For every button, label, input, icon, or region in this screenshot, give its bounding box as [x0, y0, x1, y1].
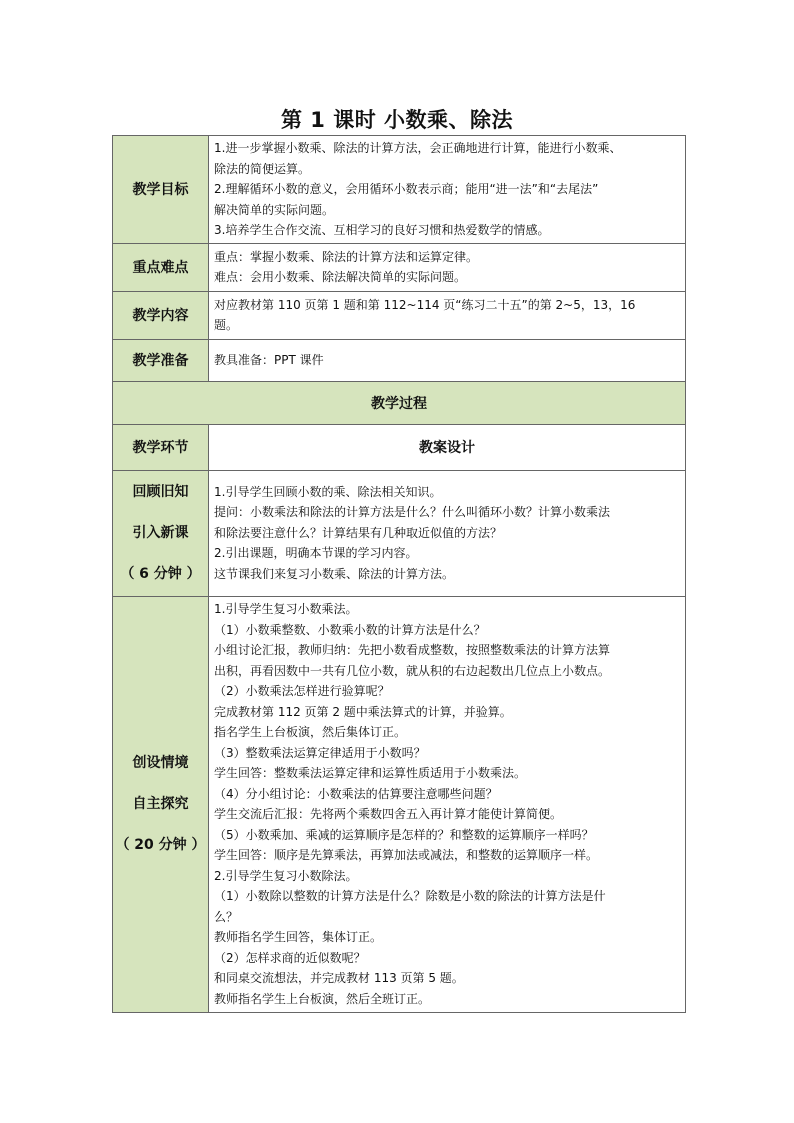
- row-column-headers: [113, 424, 686, 470]
- stage-line: 出积，再看因数中一共有几位小数，就从积的右边起数出几位点上小数点。: [214, 663, 611, 678]
- label-prep: 教学准备: [113, 339, 209, 381]
- row-keypoints: [113, 243, 686, 291]
- stage-1-content: [209, 470, 686, 596]
- stage-line: 和同桌交流想法，并完成教材 113 页第 5 题。: [214, 971, 464, 985]
- stage-name-line: （ 20 分钟 ）: [115, 836, 206, 853]
- label-goals: 教学目标: [113, 136, 209, 244]
- stage-line: 学生回答：顺序是先算乘法，再算加法或减法，和整数的运算顺序一样。: [214, 848, 599, 862]
- stage-line: 完成教材第 112 页第 2 题中乘法算式的计算，并验算。: [214, 704, 512, 719]
- stage-line: 指名学生上台板演，然后集体订正。: [214, 725, 407, 739]
- stage-line: 学生交流后汇报：先将两个乘数四舍五入再计算才能使计算简便。: [214, 807, 563, 821]
- page-title: 第 1 课时 小数乘、除法: [280, 108, 514, 132]
- stage-line: （2）怎样求商的近似数呢？: [214, 950, 366, 965]
- goals-line: 1.进一步掌握小数乘、除法的计算方法，会正确地进行计算，能进行小数乘、: [214, 141, 622, 155]
- stage-line: 1.引导学生回顾小数的乘、除法相关知识。: [214, 484, 442, 499]
- keypoints-line: 重点：掌握小数乘、除法的计算方法和运算定律。: [214, 249, 479, 264]
- stage-name-line: （ 6 分钟 ）: [120, 565, 201, 582]
- stage-line: （5）小数乘加、乘减的运算顺序是怎样的？和整数的运算顺序一样吗？: [214, 827, 594, 842]
- header-design: 教案设计: [209, 424, 686, 470]
- stage-line: 2.引导学生复习小数除法。: [214, 868, 358, 883]
- stage-1-name: [113, 470, 209, 596]
- keypoints-line: 难点：会用小数乘、除法解决简单的实际问题。: [214, 270, 467, 284]
- stage-line: 么？: [214, 909, 239, 924]
- process-header: 教学过程: [113, 381, 686, 424]
- prep-line: 教具准备：PPT 课件: [214, 352, 324, 367]
- keypoints-content: [209, 243, 686, 291]
- stage-line: 教师指名学生回答，集体订正。: [214, 930, 383, 944]
- stage-line: （2）小数乘法怎样进行验算呢？: [214, 684, 390, 698]
- stage-name-line: 回顾旧知: [132, 483, 189, 500]
- stage-line: 小组讨论汇报，教师归纳：先把小数看成整数，按照整数乘法的计算方法算: [214, 643, 611, 657]
- goals-content: [209, 136, 686, 244]
- stage-line: 学生回答：整数乘法运算定律和运算性质适用于小数乘法。: [214, 766, 527, 780]
- stage-line: 1.引导学生复习小数乘法。: [214, 602, 358, 616]
- stage-line: 教师指名学生上台板演，然后全班订正。: [214, 991, 431, 1006]
- stage-line: （1）小数乘整数、小数乘小数的计算方法是什么？: [214, 622, 486, 637]
- row-content: [113, 291, 686, 339]
- content-line: 对应教材第 110 页第 1 题和第 112~114 页“练习二十五”的第 2~5，13，16: [214, 297, 636, 312]
- row-stage-1: [113, 470, 686, 596]
- stage-2-content: [209, 596, 686, 1012]
- stage-line: （4）分小组讨论：小数乘法的估算要注意哪些问题？: [214, 786, 498, 801]
- stage-2-name: [113, 596, 209, 1012]
- label-keypoints: 重点难点: [113, 243, 209, 291]
- goals-line: 除法的简便运算。: [214, 161, 311, 176]
- goals-line: 解决简单的实际问题。: [214, 202, 335, 217]
- stage-name-line: 自主探究: [132, 795, 189, 812]
- stage-name-line: 创设情境: [132, 754, 189, 771]
- header-stage: 教学环节: [113, 424, 209, 470]
- content-content: [209, 291, 686, 339]
- stage-line: 这节课我们来复习小数乘、除法的计算方法。: [214, 566, 455, 581]
- goals-line: 3.培养学生合作交流、互相学习的良好习惯和热爱数学的情感。: [214, 223, 550, 237]
- row-goals: [113, 136, 686, 244]
- label-content: 教学内容: [113, 291, 209, 339]
- stage-line: 2.引出课题，明确本节课的学习内容。: [214, 546, 418, 561]
- lesson-plan-table: [112, 135, 686, 1013]
- stage-line: 提问：小数乘法和除法的计算方法是什么？什么叫循环小数？计算小数乘法: [214, 505, 611, 520]
- row-process-header: [113, 381, 686, 424]
- row-stage-2: [113, 596, 686, 1012]
- stage-name-line: 引入新课: [132, 524, 189, 541]
- row-prep: [113, 339, 686, 381]
- content-line: 题。: [214, 318, 239, 332]
- stage-line: （1）小数除以整数的计算方法是什么？除数是小数的除法的计算方法是什: [214, 889, 606, 903]
- prep-content: [209, 339, 686, 381]
- stage-line: （3）整数乘法运算定律适用于小数吗？: [214, 745, 426, 760]
- goals-line: 2.理解循环小数的意义，会用循环小数表示商；能用“进一法”和“去尾法”: [214, 182, 599, 196]
- stage-line: 和除法要注意什么？计算结果有几种取近似值的方法？: [214, 525, 503, 540]
